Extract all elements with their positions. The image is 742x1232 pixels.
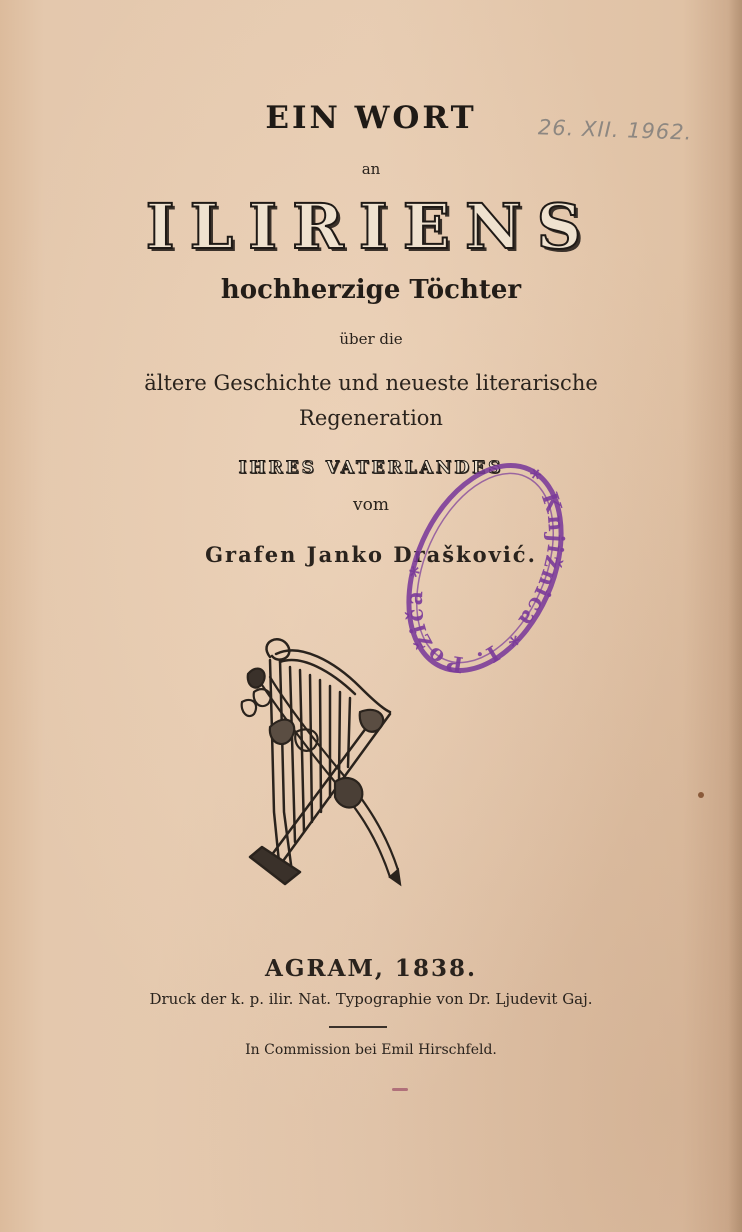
foxing-spot — [392, 1088, 408, 1091]
subtitle-line-2: Regeneration — [299, 406, 443, 430]
subtitle-ihres-vaterlandes: IHRES VATERLANDES — [238, 458, 504, 478]
pencil-date-note: 26. XII. 1962. — [537, 115, 693, 145]
harp-and-torch-emblem-icon — [240, 632, 410, 887]
imprint-divider — [329, 1026, 387, 1028]
subtitle-ueber-die: über die — [339, 330, 403, 348]
author-name: Grafen Janko Drašković. — [205, 542, 537, 567]
stamp-text: * Knjižnica * I. Požiča * — [401, 463, 570, 678]
title-hochherzige-toechter: hochherzige Töchter — [220, 275, 522, 305]
title-iliriens: ILIRIENS — [145, 190, 597, 263]
imprint-commission: In Commission bei Emil Hirschfeld. — [245, 1042, 497, 1058]
foxing-spot — [698, 792, 704, 798]
imprint-printer: Druck der k. p. ilir. Nat. Typographie von Dr. Ljudevit Gaj. — [149, 990, 593, 1008]
author-vom: vom — [353, 495, 389, 515]
imprint-place-year: AGRAM, 1838. — [265, 955, 477, 982]
subtitle-line-1: ältere Geschichte und neueste literarische — [144, 371, 598, 395]
title-an: an — [361, 160, 381, 178]
title-ein-wort: EIN WORT — [265, 100, 477, 136]
